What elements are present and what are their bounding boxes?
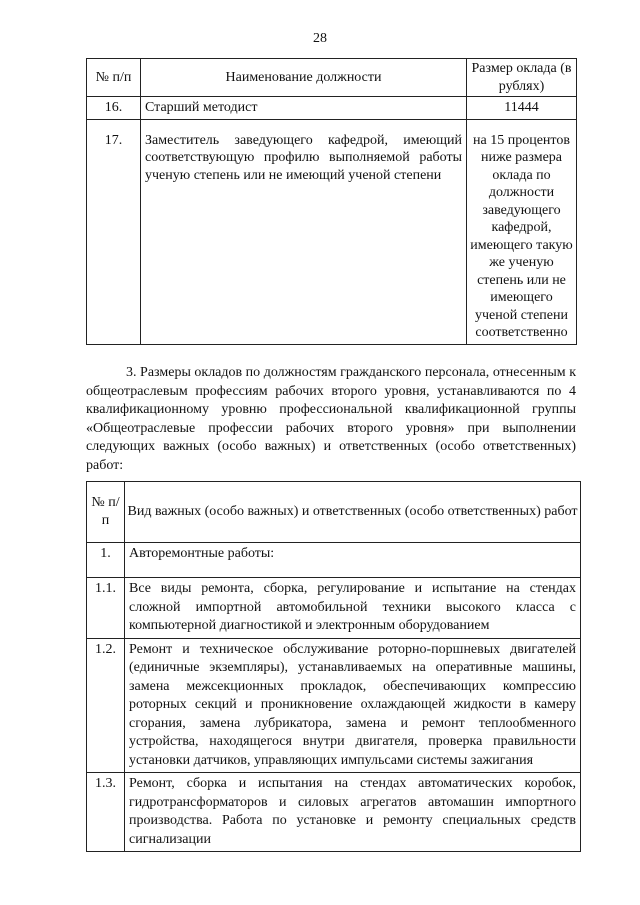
- row-number: 17.: [87, 119, 141, 344]
- row-number: 1.: [87, 543, 125, 578]
- table-row: [87, 638, 581, 773]
- row-number: 1.2.: [87, 638, 125, 773]
- salary-value: на 15 процентов ниже размера оклада по должности заведующего кафедрой, имеющего такую же ученую степень или не имеющего ученой степени соответственно: [467, 119, 577, 344]
- row-number: 16.: [87, 97, 141, 120]
- works-header-num: № п/п: [87, 482, 125, 543]
- salary-header-salary: Размер оклада (в рублях): [467, 59, 577, 97]
- table-row: [87, 773, 581, 852]
- salary-header-position: Наименование должности: [141, 59, 467, 97]
- works-header-type: Вид важных (особо важных) и ответственных (особо ответственных) работ: [125, 482, 581, 543]
- salary-table-header: [87, 59, 577, 97]
- work-description: Ремонт и техническое обслуживание роторно-поршневых двигателей (единичные экземпляры), устанавливаемых на оперативные машины, замена межсекционных прокладок, обеспечивающих компрессию роторных секций и проникновение охлаждающей жидкости в камеру сгорания, замена лубрикатора, замена и ремонт теплообменного устройства, находящегося внутри двигателя, проверка правильности установки датчиков, управляющих импульсами системы зажигания: [125, 638, 581, 773]
- paragraph-3: 3. Размеры окладов по должностям гражданского персонала, отнесенным к общеотраслевым профессиям рабочих второго уровня, устанавливаются по 4 квалификационному уровню профессиональной квалификационной группы «Общеотраслевые профессии рабочих второго уровня» при выполнении следующих важных (особо важных) и ответственных (особо ответственных) работ:: [86, 365, 576, 473]
- page-number: 28: [313, 31, 327, 46]
- work-description: Все виды ремонта, сборка, регулирование и испытание на стендах сложной импортной автомобильной техники высокого класса с компьютерной диагностикой и электронным оборудованием: [125, 578, 581, 639]
- work-description: Ремонт, сборка и испытания на стендах автоматических коробок, гидротрансформаторов и силовых агрегатов автомашин импортного производства. Работа по установке и ремонту специальных средств сигнализации: [125, 773, 581, 852]
- salary-header-num: № п/п: [87, 59, 141, 97]
- works-table: [86, 481, 581, 852]
- table-row: [87, 578, 581, 639]
- salary-value: 11444: [467, 97, 577, 120]
- position-name: Заместитель заведующего кафедрой, имеющий соответствующую профилю выполняемой работы ученую степень или не имеющий ученой степени: [141, 119, 467, 344]
- row-number: 1.1.: [87, 578, 125, 639]
- work-description: Авторемонтные работы:: [125, 543, 581, 578]
- row-number: 1.3.: [87, 773, 125, 852]
- table-row: [87, 543, 581, 578]
- table-row: [87, 119, 577, 344]
- works-table-header: [87, 482, 581, 543]
- table-row: [87, 97, 577, 120]
- position-name: Старший методист: [141, 97, 467, 120]
- salary-table: [86, 58, 577, 345]
